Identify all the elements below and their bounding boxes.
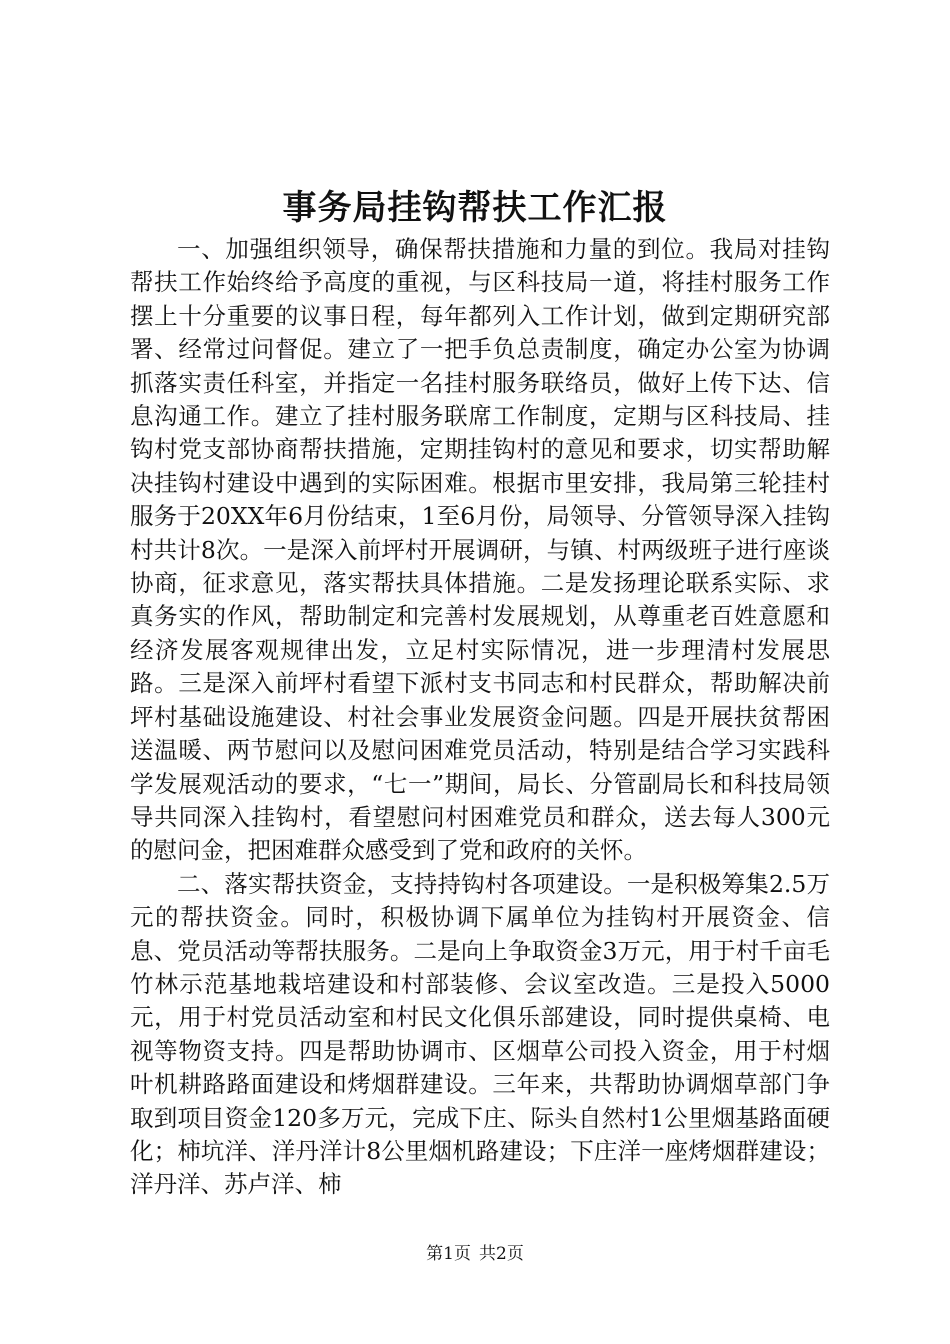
paragraph-1: 一、加强组织领导，确保帮扶措施和力量的到位。我局对挂钩帮扶工作始终给予高度的重视，与区科技局一道，将挂村服务工作摆上十分重要的议事日程，每年都列入工作计划，做到定期研究部署、经常过问督促。建立了一把手负总责制度，确定办公室为协调抓落实责任科室，并指定一名挂村服务联络员，做好上传下达、信息沟通工作。建立了挂村服务联席工作制度，定期与区科技局、挂钩村党支部协商帮扶措施，定期挂钩村的意见和要求，切实帮助解决挂钩村建设中遇到的实际困难。根据市里安排，我局第三轮挂村服务于20XX年6月份结束，1至6月份，局领导、分管领导深入挂钩村共计8次。一是深入前坪村开展调研，与镇、村两级班子进行座谈协商，征求意见，落实帮扶具体措施。二是发扬理论联系实际、求真务实的作风，帮助制定和完善村发展规划，从尊重老百姓意愿和经济发展客观规律出发，立足村实际情况，进一步理清村发展思路。三是深入前坪村看望下派村支书同志和村民群众，帮助解决前坪村基础设施建设、村社会事业发展资金问题。四是开展扶贫帮困送温暖、两节慰问以及慰问困难党员活动，特别是结合学习实践科学发展观活动的要求，“七一”期间，局长、分管副局长和科技局领导共同深入挂钩村，看望慰问村困难党员和群众，送去每人300元的慰问金，把困难群众感受到了党和政府的关怀。 bbox=[130, 235, 830, 865]
paragraph-2: 二、落实帮扶资金，支持持钩村各项建设。一是积极筹集2.5万元的帮扶资金。同时，积极协调下属单位为挂钩村开展资金、信息、党员活动等帮扶服务。二是向上争取资金3万元，用于村千亩毛竹林示范基地栽培建设和村部装修、会议室改造。三是投入5000元，用于村党员活动室和村民文化俱乐部建设，同时提供桌椅、电视等物资支持。四是帮助协调市、区烟草公司投入资金，用于村烟叶机耕路路面建设和烤烟群建设。三年来，共帮助协调烟草部门争取到项目资金120多万元，完成下庄、际头自然村1公里烟基路面硬化；柿坑洋、洋丹洋计8公里烟机路建设；下庄洋一座烤烟群建设；洋丹洋、苏卢洋、柿 bbox=[130, 869, 830, 1199]
page-total: 共2页 bbox=[479, 1244, 524, 1264]
document-title: 事务局挂钩帮扶工作汇报 bbox=[282, 188, 668, 228]
page-footer bbox=[0, 1242, 950, 1266]
document-body bbox=[130, 233, 830, 1202]
page-number: 第1页 bbox=[426, 1244, 471, 1264]
